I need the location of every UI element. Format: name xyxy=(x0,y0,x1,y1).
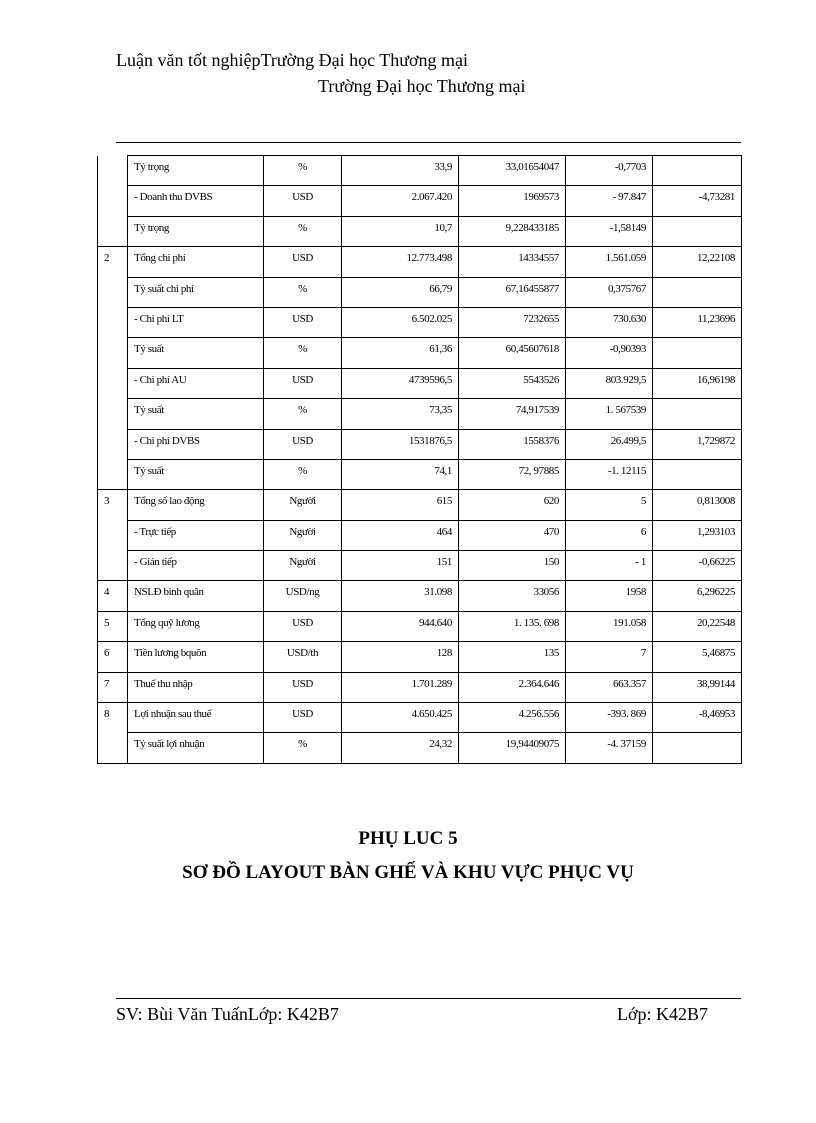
row-item: Tổng số lao động xyxy=(128,490,264,520)
row-value-year1: 464 xyxy=(342,520,459,550)
header-rule xyxy=(116,142,741,143)
row-item: Tỷ suất chi phí xyxy=(128,277,264,307)
row-value-year1: 1.701.289 xyxy=(342,672,459,702)
row-value-year1: 2.067.420 xyxy=(342,186,459,216)
row-unit: % xyxy=(264,733,342,763)
footer-student: SV: Bùi Văn TuấnLớp: K42B7 xyxy=(116,1004,339,1024)
row-unit: % xyxy=(264,399,342,429)
table-row xyxy=(98,156,742,186)
row-unit: % xyxy=(264,459,342,489)
row-unit: USD xyxy=(264,368,342,398)
table-row xyxy=(98,672,742,702)
table-row xyxy=(98,642,742,672)
row-difference: 191.058 xyxy=(566,611,653,641)
row-percent xyxy=(653,399,742,429)
table-row xyxy=(98,216,742,246)
row-difference: - 1 xyxy=(566,551,653,581)
page-header-line1: Luận văn tốt nghiệpTrường Đại học Thương mại xyxy=(116,50,469,70)
row-item: - Chi phí DVBS xyxy=(128,429,264,459)
table-row xyxy=(98,307,742,337)
appendix-subtitle: SƠ ĐỒ LAYOUT BÀN GHẾ VÀ KHU VỰC PHỤC VỤ xyxy=(182,862,634,883)
row-percent xyxy=(653,338,742,368)
row-unit: Người xyxy=(264,490,342,520)
row-value-year1: 615 xyxy=(342,490,459,520)
row-percent: 12,22108 xyxy=(653,247,742,277)
row-value-year1: 31.098 xyxy=(342,581,459,611)
row-value-year2: 620 xyxy=(459,490,566,520)
row-percent: -0,66225 xyxy=(653,551,742,581)
row-unit: % xyxy=(264,216,342,246)
row-number xyxy=(98,216,128,246)
footer-class: Lớp: K42B7 xyxy=(617,1004,709,1024)
row-difference: 5 xyxy=(566,490,653,520)
row-item: Tỷ suất xyxy=(128,459,264,489)
row-value-year2: 72, 97885 xyxy=(459,459,566,489)
row-number xyxy=(98,733,128,763)
row-difference: 663.357 xyxy=(566,672,653,702)
row-difference: -4. 37159 xyxy=(566,733,653,763)
row-difference: -1,58149 xyxy=(566,216,653,246)
table-row xyxy=(98,277,742,307)
row-value-year1: 944.640 xyxy=(342,611,459,641)
row-difference: -0,7703 xyxy=(566,156,653,186)
row-difference: -1. 12115 xyxy=(566,459,653,489)
page-header-line2: Trường Đại học Thương mại xyxy=(318,76,526,96)
row-number xyxy=(98,520,128,550)
row-percent: 20,22548 xyxy=(653,611,742,641)
row-difference: 1. 567539 xyxy=(566,399,653,429)
row-value-year2: 74,917539 xyxy=(459,399,566,429)
row-number xyxy=(98,156,128,186)
row-percent: 5,46875 xyxy=(653,642,742,672)
row-number: 4 xyxy=(98,581,128,611)
row-value-year1: 4739596,5 xyxy=(342,368,459,398)
row-value-year1: 74,1 xyxy=(342,459,459,489)
row-value-year2: 9,228433185 xyxy=(459,216,566,246)
row-item: Tỷ trọng xyxy=(128,156,264,186)
row-value-year2: 60,45607618 xyxy=(459,338,566,368)
row-number xyxy=(98,429,128,459)
row-item: - Chi phí LT xyxy=(128,307,264,337)
row-value-year2: 1. 135. 698 xyxy=(459,611,566,641)
row-number xyxy=(98,399,128,429)
row-value-year1: 1531876,5 xyxy=(342,429,459,459)
row-difference: -393. 869 xyxy=(566,703,653,733)
row-value-year1: 6.502.025 xyxy=(342,307,459,337)
row-item: Tỷ suất xyxy=(128,338,264,368)
row-unit: USD xyxy=(264,247,342,277)
table-row xyxy=(98,338,742,368)
row-item: Tỷ trọng xyxy=(128,216,264,246)
row-percent xyxy=(653,459,742,489)
row-value-year2: 150 xyxy=(459,551,566,581)
row-percent: 0,813008 xyxy=(653,490,742,520)
row-percent: -8,46953 xyxy=(653,703,742,733)
row-difference: 803.929,5 xyxy=(566,368,653,398)
row-item: - Doanh thu DVBS xyxy=(128,186,264,216)
row-number xyxy=(98,459,128,489)
row-value-year1: 73,35 xyxy=(342,399,459,429)
row-item: Thuế thu nhập xyxy=(128,672,264,702)
row-unit: Người xyxy=(264,551,342,581)
row-percent: 38,99144 xyxy=(653,672,742,702)
row-percent xyxy=(653,277,742,307)
row-value-year1: 151 xyxy=(342,551,459,581)
row-item: - Chi phí AU xyxy=(128,368,264,398)
row-value-year2: 1969573 xyxy=(459,186,566,216)
row-item: Tổng quỹ lương xyxy=(128,611,264,641)
row-value-year1: 10,7 xyxy=(342,216,459,246)
row-item: - Trực tiếp xyxy=(128,520,264,550)
table-row xyxy=(98,520,742,550)
row-item: Tổng chi phí xyxy=(128,247,264,277)
row-item: Tỷ suất xyxy=(128,399,264,429)
row-percent: 1,729872 xyxy=(653,429,742,459)
row-item: Tiền lương bquõn xyxy=(128,642,264,672)
row-unit: Người xyxy=(264,520,342,550)
row-value-year2: 19,94409075 xyxy=(459,733,566,763)
row-value-year1: 4.650.425 xyxy=(342,703,459,733)
row-number xyxy=(98,307,128,337)
row-unit: USD xyxy=(264,703,342,733)
row-item: Tỷ suất lợi nhuận xyxy=(128,733,264,763)
row-percent: 6,296225 xyxy=(653,581,742,611)
row-value-year2: 33056 xyxy=(459,581,566,611)
row-number: 6 xyxy=(98,642,128,672)
table-row xyxy=(98,551,742,581)
row-unit: % xyxy=(264,277,342,307)
row-difference: 1958 xyxy=(566,581,653,611)
row-value-year1: 128 xyxy=(342,642,459,672)
table-row xyxy=(98,459,742,489)
table-body xyxy=(98,156,742,764)
row-value-year2: 7232655 xyxy=(459,307,566,337)
row-value-year2: 135 xyxy=(459,642,566,672)
row-value-year2: 470 xyxy=(459,520,566,550)
row-value-year2: 33,01654047 xyxy=(459,156,566,186)
table-row xyxy=(98,703,742,733)
row-value-year1: 12.773.498 xyxy=(342,247,459,277)
row-number xyxy=(98,368,128,398)
row-unit: USD xyxy=(264,672,342,702)
appendix-title: PHỤ LUC 5 xyxy=(358,828,458,849)
table-row xyxy=(98,247,742,277)
row-value-year1: 33,9 xyxy=(342,156,459,186)
row-value-year2: 2.364.646 xyxy=(459,672,566,702)
row-value-year1: 61,36 xyxy=(342,338,459,368)
row-difference: -0,90393 xyxy=(566,338,653,368)
row-value-year2: 67,16455877 xyxy=(459,277,566,307)
row-unit: USD xyxy=(264,611,342,641)
row-unit: USD/ng xyxy=(264,581,342,611)
row-item: Lợi nhuận sau thuế xyxy=(128,703,264,733)
table-row xyxy=(98,611,742,641)
table-row xyxy=(98,186,742,216)
row-number: 8 xyxy=(98,703,128,733)
table-row xyxy=(98,429,742,459)
row-number xyxy=(98,186,128,216)
row-percent: 16,96198 xyxy=(653,368,742,398)
row-unit: USD xyxy=(264,429,342,459)
row-number xyxy=(98,338,128,368)
row-number: 7 xyxy=(98,672,128,702)
row-value-year2: 4.256.556 xyxy=(459,703,566,733)
row-value-year1: 24,32 xyxy=(342,733,459,763)
row-difference: 7 xyxy=(566,642,653,672)
row-percent xyxy=(653,733,742,763)
row-percent: 1,293103 xyxy=(653,520,742,550)
row-difference: 730.630 xyxy=(566,307,653,337)
business-results-table xyxy=(97,155,742,764)
row-value-year2: 1558376 xyxy=(459,429,566,459)
row-difference: - 97.847 xyxy=(566,186,653,216)
row-difference: 1.561.059 xyxy=(566,247,653,277)
row-item: - Gián tiếp xyxy=(128,551,264,581)
table-row xyxy=(98,399,742,429)
table-row xyxy=(98,368,742,398)
row-number: 5 xyxy=(98,611,128,641)
row-difference: 0,375767 xyxy=(566,277,653,307)
row-unit: % xyxy=(264,156,342,186)
row-number: 3 xyxy=(98,490,128,520)
table-row xyxy=(98,490,742,520)
row-number xyxy=(98,277,128,307)
row-percent: -4,73281 xyxy=(653,186,742,216)
table-row xyxy=(98,581,742,611)
row-number: 2 xyxy=(98,247,128,277)
row-value-year2: 14334557 xyxy=(459,247,566,277)
row-percent: 11,23696 xyxy=(653,307,742,337)
row-value-year1: 66,79 xyxy=(342,277,459,307)
row-percent xyxy=(653,156,742,186)
row-unit: USD xyxy=(264,307,342,337)
table-row xyxy=(98,733,742,763)
row-difference: 26.499,5 xyxy=(566,429,653,459)
row-percent xyxy=(653,216,742,246)
row-item: NSLĐ bình quân xyxy=(128,581,264,611)
row-value-year2: 5543526 xyxy=(459,368,566,398)
row-difference: 6 xyxy=(566,520,653,550)
row-number xyxy=(98,551,128,581)
row-unit: USD xyxy=(264,186,342,216)
row-unit: USD/th xyxy=(264,642,342,672)
footer-rule xyxy=(116,998,741,999)
row-unit: % xyxy=(264,338,342,368)
